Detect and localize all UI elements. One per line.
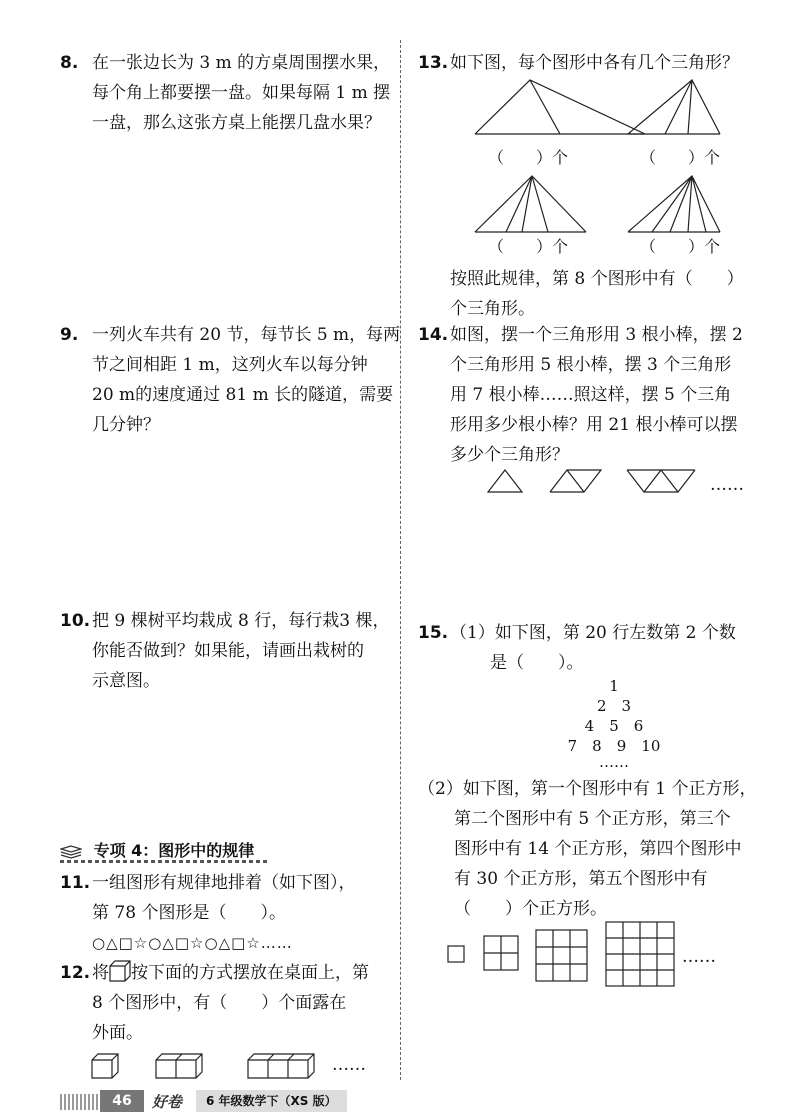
question-text: 8 个图形中，有（ ）个面露在: [92, 993, 347, 1013]
question-10: [60, 606, 390, 696]
question-14: [418, 320, 758, 470]
column-divider: [400, 40, 401, 1080]
question-text: 在一张边长为 3 m 的方桌周围摆水果，: [92, 53, 391, 73]
question-number: 13.: [418, 53, 449, 73]
question-text: （1）如下图，第 20 行左数第 2 个数: [450, 623, 736, 643]
question-text: 20 m的速度通过 81 m 长的隧道，需要: [92, 385, 394, 405]
number-row: 2 3: [596, 697, 632, 715]
answer-blank: （ ）个: [488, 148, 569, 167]
section-title: 专项 4：图形中的规律: [93, 841, 255, 860]
ellipsis: ……: [332, 1055, 366, 1075]
wavy-underline: [60, 860, 270, 863]
question-text: 多少个三角形？: [450, 445, 569, 465]
question-text: 是（ ）。: [490, 653, 584, 673]
question-text: 一盘，那么这张方桌上能摆几盘水果？: [92, 113, 381, 133]
question-text: 每个角上都要摆一盘。如果每隔 1 m 摆: [92, 83, 391, 103]
question-12: [60, 958, 390, 1048]
question-number: 15.: [418, 623, 449, 643]
question-number: 9.: [60, 325, 79, 345]
question-text: 按照此规律，第 8 个图形中有（ ）: [450, 269, 744, 289]
question-text: 图形中有 14 个正方形，第四个图形中: [454, 839, 742, 859]
question-number: 8.: [60, 53, 79, 73]
answer-blank: （ ）个: [488, 237, 569, 256]
question-13: [418, 48, 758, 78]
question-text: 按下面的方式摆放在桌面上，第: [131, 963, 369, 983]
question-text: 你能否做到？如果能，请画出栽树的: [92, 641, 364, 661]
question-number: 11.: [60, 873, 91, 893]
cube-icon: [109, 960, 131, 982]
question-text: 如下图，每个图形中各有几个三角形？: [450, 53, 739, 73]
question-text: 一组图形有规律地排着（如下图），: [92, 873, 356, 893]
question-text: 如图，摆一个三角形用 3 根小棒，摆 2: [450, 325, 743, 345]
question-text: 将: [92, 963, 109, 983]
question-text: （2）如下图，第一个图形中有 1 个正方形，: [418, 779, 757, 799]
shape-pattern: ○△□☆○△□☆○△□☆……: [92, 934, 293, 952]
question-text: 外面。: [92, 1023, 143, 1043]
answer-blank: （ ）个: [640, 237, 721, 256]
matchstick-triangles-figure: [484, 466, 704, 496]
number-row: ……: [599, 753, 629, 771]
page-footer: [60, 1090, 360, 1112]
brand-logo: 好卷: [152, 1093, 183, 1111]
number-triangle: [534, 676, 694, 771]
question-text-block: [450, 264, 760, 324]
question-text: 把 9 棵树平均栽成 8 行，每行栽3 棵，: [92, 611, 390, 631]
answer-blank: （ ）个: [640, 148, 721, 167]
question-15: [418, 618, 758, 678]
square-grids-figure: [446, 918, 686, 988]
question-text: 有 30 个正方形，第五个图形中有: [454, 869, 708, 889]
question-text: 用 7 根小棒……照这样，摆 5 个三角: [450, 385, 732, 405]
question-8: [60, 48, 390, 138]
section-heading: [60, 838, 254, 861]
question-text: 节之间相距 1 m，这列火车以每分钟: [92, 355, 368, 375]
question-text: 个三角形。: [450, 299, 535, 319]
question-text: 一列火车共有 20 节，每节长 5 m，每两: [92, 325, 401, 345]
book-stack-icon: [60, 845, 82, 859]
number-row: 1: [609, 677, 619, 695]
question-text: 几分钟？: [92, 415, 160, 435]
page-number: 46: [100, 1090, 144, 1112]
number-row: 7 8 9 10: [567, 737, 661, 755]
question-9: [60, 320, 401, 440]
ellipsis: ……: [710, 475, 744, 495]
ellipsis: ……: [682, 947, 716, 967]
number-row: 4 5 6: [584, 717, 644, 735]
barcode-decoration: [60, 1094, 100, 1110]
book-title: 6 年级数学下（XS 版）: [196, 1090, 347, 1112]
question-text: 形用多少根小棒？用 21 根小棒可以摆: [450, 415, 738, 435]
question-15-part2: [418, 774, 768, 924]
question-text: 个三角形用 5 根小棒，摆 3 个三角形: [450, 355, 732, 375]
question-number: 12.: [60, 963, 91, 983]
question-number: 10.: [60, 611, 91, 631]
question-text: 第二个图形中有 5 个正方形，第三个: [454, 809, 731, 829]
question-text: （ ）个正方形。: [454, 899, 607, 919]
question-text: 示意图。: [92, 671, 160, 691]
question-text: 第 78 个图形是（ ）。: [92, 903, 286, 923]
question-11: [60, 868, 390, 958]
question-number: 14.: [418, 325, 449, 345]
